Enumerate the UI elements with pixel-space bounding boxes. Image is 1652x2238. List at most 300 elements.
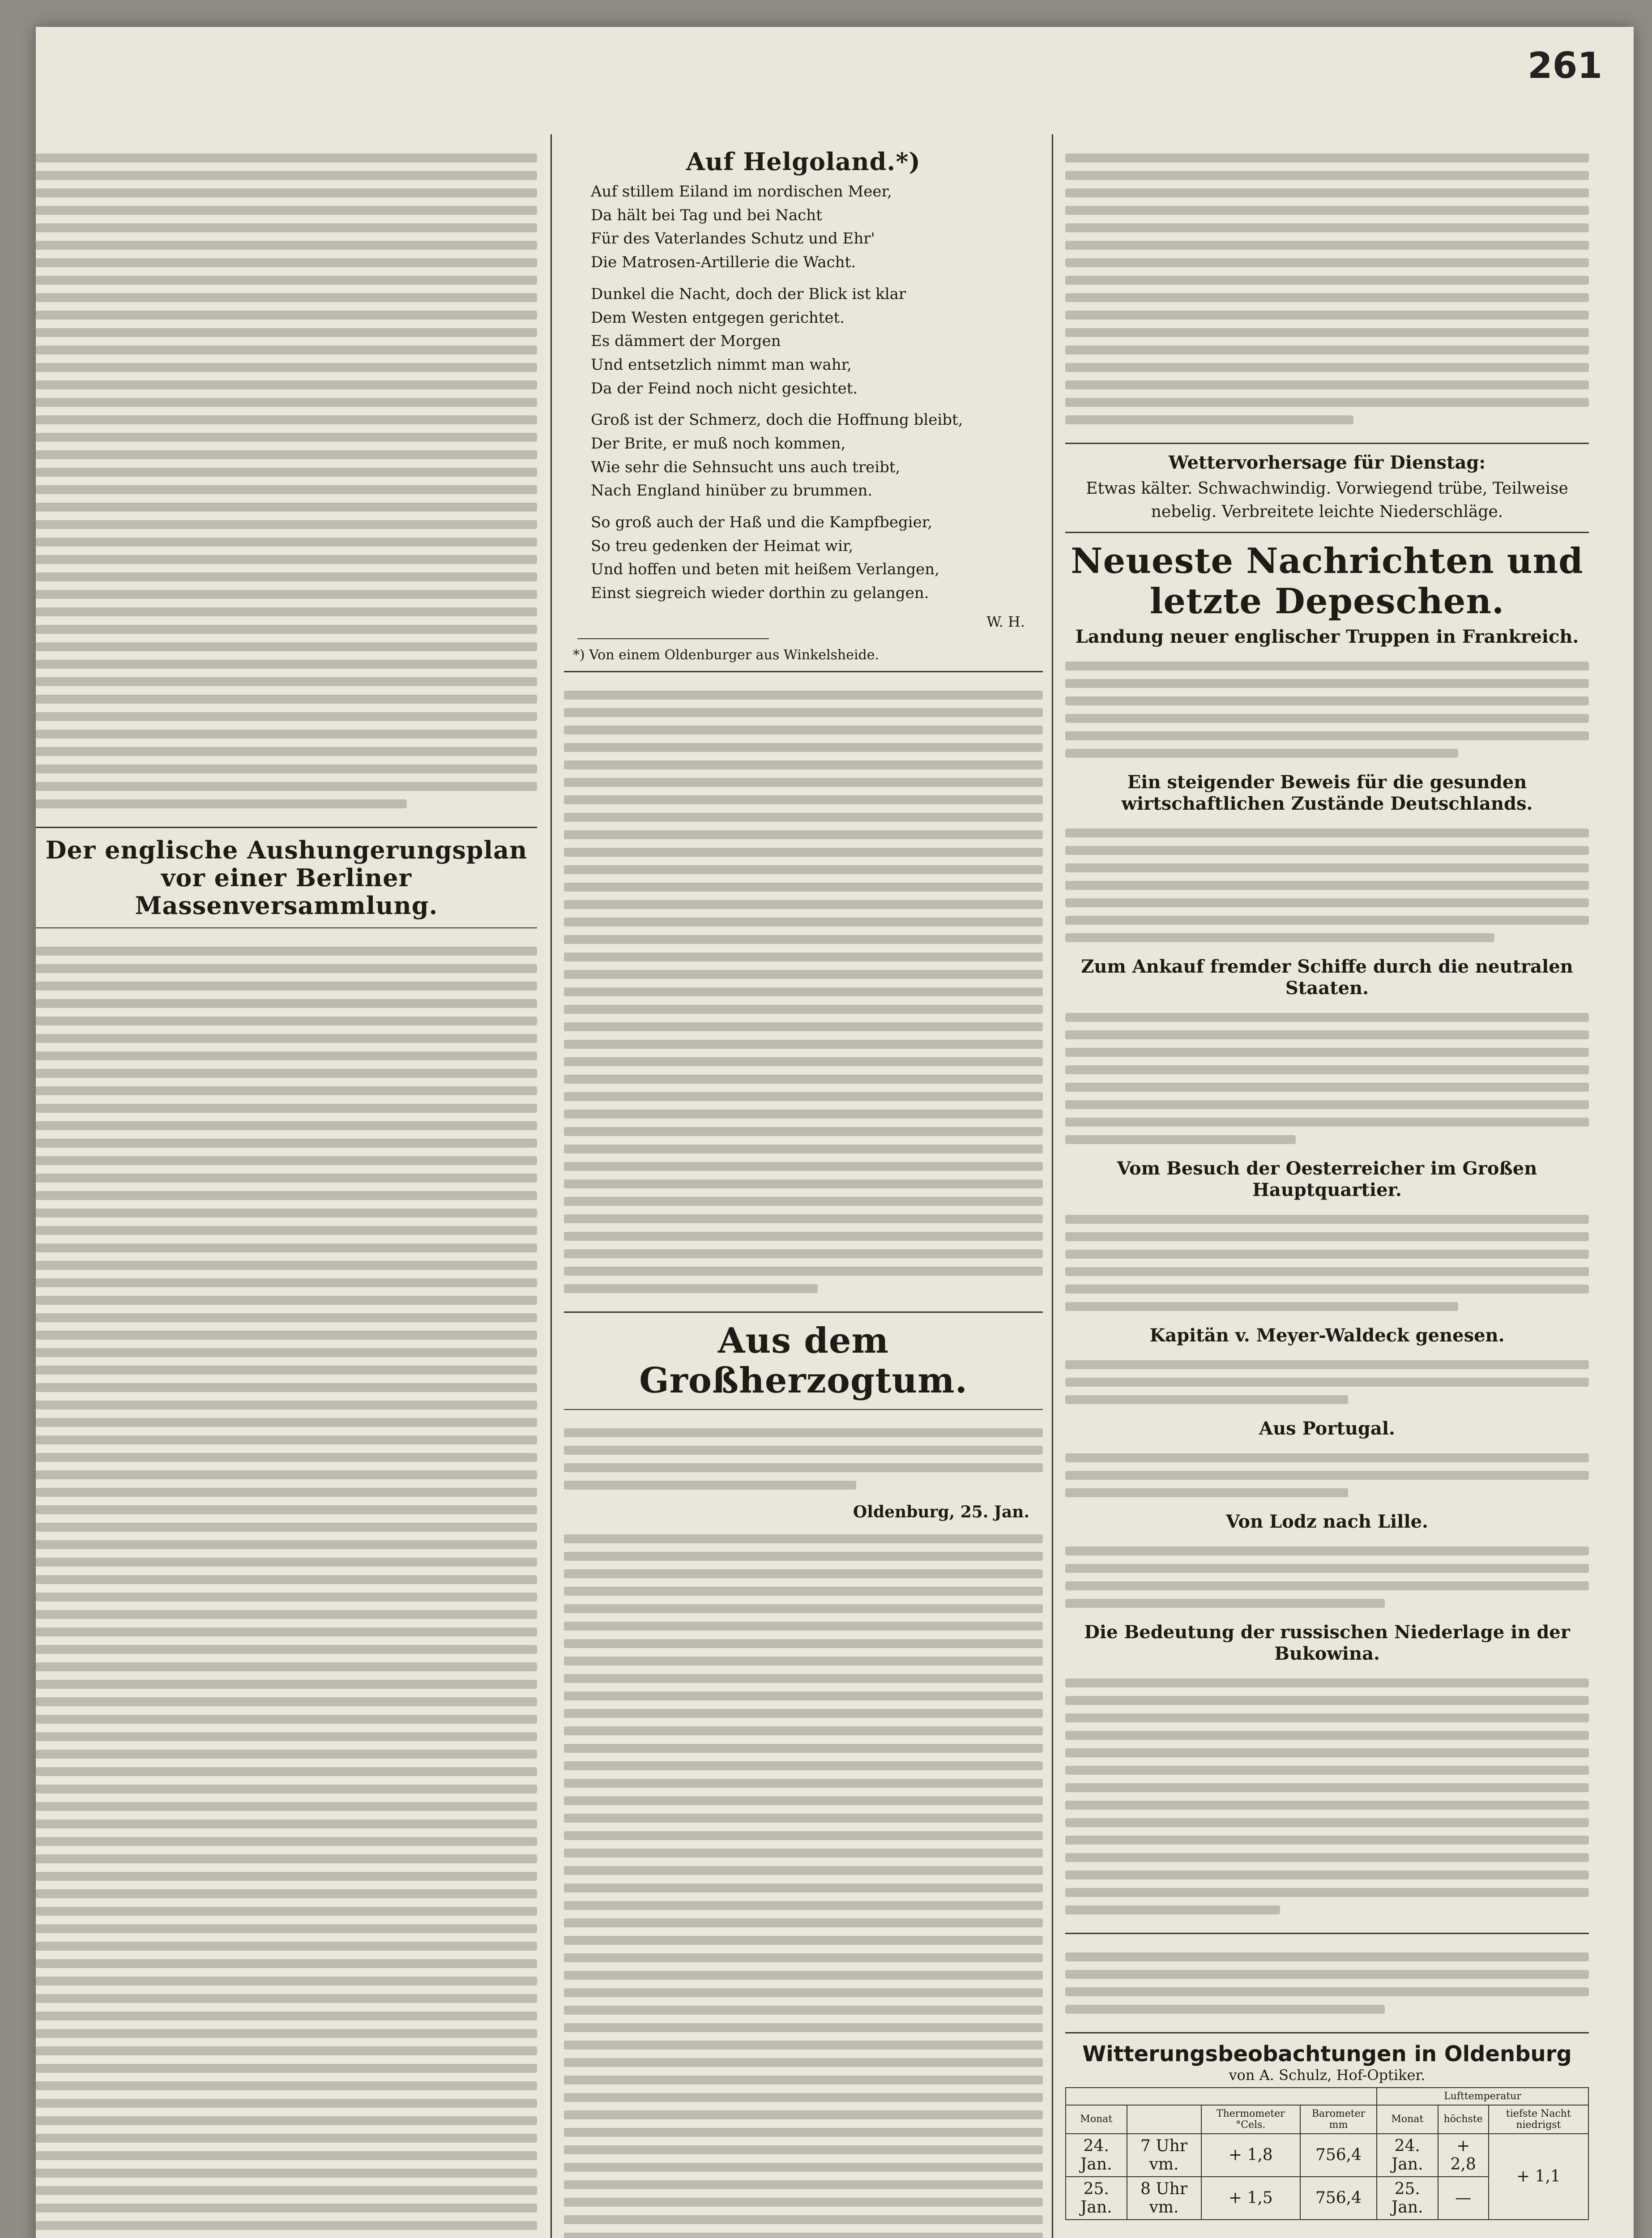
text-line xyxy=(564,2023,1043,2032)
text-line xyxy=(36,311,537,320)
text-line xyxy=(1065,1888,1589,1897)
text-block xyxy=(564,680,1043,1303)
text-line xyxy=(564,883,1043,892)
poem-stanza xyxy=(591,408,1043,503)
text-line xyxy=(564,1481,856,1490)
text-line xyxy=(1065,398,1589,407)
text-line xyxy=(36,1785,537,1794)
text-line xyxy=(564,1709,1043,1718)
weather-row xyxy=(1066,2134,1588,2177)
text-line xyxy=(1065,1302,1458,1311)
poem-line: Dunkel die Nacht, doch der Blick ist klar xyxy=(591,285,906,303)
text-line xyxy=(564,1831,1043,1840)
column-2 xyxy=(564,143,1043,2238)
text-line xyxy=(36,1505,537,1514)
text-line xyxy=(36,677,537,686)
text-line xyxy=(1065,1395,1348,1404)
text-line xyxy=(1065,171,1589,180)
text-line xyxy=(36,1488,537,1497)
text-line xyxy=(564,1849,1043,1858)
text-line xyxy=(1065,380,1589,389)
text-line xyxy=(36,660,537,669)
text-line xyxy=(1065,714,1589,723)
text-line xyxy=(564,1428,1043,1437)
text-line xyxy=(1065,1083,1589,1092)
text-line xyxy=(36,2151,537,2160)
poem-line: So treu gedenken der Heimat wir, xyxy=(591,537,854,555)
article-heading: Der englische Aushungerungsplan vor einer Berliner Massenversammlung. xyxy=(45,836,528,920)
text-line xyxy=(564,1884,1043,1892)
text-line xyxy=(1065,1135,1296,1144)
poem-stanza xyxy=(591,282,1043,400)
poem-credit: W. H. xyxy=(986,613,1025,630)
text-line xyxy=(36,363,537,372)
text-line xyxy=(564,1232,1043,1241)
text-line xyxy=(564,1604,1043,1613)
weather-header-cell: Barometer mm xyxy=(1300,2105,1377,2134)
text-line xyxy=(564,1796,1043,1805)
text-line xyxy=(36,1942,537,1951)
poem-line: Es dämmert der Morgen xyxy=(591,332,781,350)
text-line xyxy=(36,1086,537,1095)
text-line xyxy=(36,2081,537,2090)
text-line xyxy=(36,485,537,494)
text-line xyxy=(36,1819,537,1828)
page-number: 261 xyxy=(1528,45,1602,86)
text-line xyxy=(36,1907,537,1916)
forecast-text: Etwas kälter. Schwachwindig. Vorwiegend trübe, Teilweise nebelig. Verbreitete leichte Niederschläge. xyxy=(1086,479,1568,521)
weather-table xyxy=(1065,2087,1589,2220)
text-line xyxy=(564,1639,1043,1648)
text-line xyxy=(36,625,537,634)
text-line xyxy=(564,1214,1043,1223)
text-line xyxy=(36,1627,537,1636)
text-line xyxy=(36,2046,537,2055)
text-line xyxy=(564,918,1043,927)
text-block xyxy=(564,1418,1043,1500)
text-line xyxy=(564,865,1043,874)
text-line xyxy=(1065,1853,1589,1862)
text-line xyxy=(36,433,537,442)
text-line xyxy=(36,1697,537,1706)
subheading: Von Lodz nach Lille. xyxy=(1226,1511,1428,1532)
text-line xyxy=(36,1418,537,1427)
text-line xyxy=(564,1779,1043,1788)
text-line xyxy=(1065,1871,1589,1879)
text-line xyxy=(36,223,537,232)
text-line xyxy=(564,2058,1043,2067)
text-line xyxy=(564,1463,1043,1472)
poem-line: Wie sehr die Sehnsucht uns auch treibt, xyxy=(591,458,901,476)
text-line xyxy=(36,1523,537,1532)
text-line xyxy=(564,1726,1043,1735)
text-line xyxy=(1065,1696,1589,1705)
subheading: Aus Portugal. xyxy=(1259,1418,1395,1439)
text-line xyxy=(1065,415,1353,424)
text-line xyxy=(36,982,537,991)
text-line xyxy=(36,1558,537,1567)
text-line xyxy=(564,778,1043,787)
poem-line: Groß ist der Schmerz, doch die Hoffnung bleibt, xyxy=(591,411,963,429)
divider xyxy=(564,671,1043,672)
text-block xyxy=(1065,1204,1589,1321)
weather-cell: — xyxy=(1438,2177,1489,2220)
text-line xyxy=(564,848,1043,857)
text-line xyxy=(36,1156,537,1165)
subheading: Ein steigender Beweis für die gesunden wirtschaftlichen Zustände Deutschlands. xyxy=(1121,771,1533,814)
text-line xyxy=(36,1069,537,1078)
text-line xyxy=(36,2204,537,2212)
text-line xyxy=(1065,1546,1589,1555)
poem-line: Für des Vaterlandes Schutz und Ehr' xyxy=(591,230,875,248)
text-line xyxy=(1065,223,1589,232)
text-line xyxy=(1065,154,1589,162)
text-line xyxy=(1065,863,1589,872)
text-block xyxy=(1065,651,1589,768)
text-line xyxy=(564,1005,1043,1014)
text-line xyxy=(36,765,537,773)
text-line xyxy=(1065,1118,1589,1127)
poem-line: Und hoffen und beten mit heißem Verlangen, xyxy=(591,560,940,579)
text-line xyxy=(36,398,537,407)
poem-line: Da der Feind noch nicht gesichtet. xyxy=(591,379,858,397)
text-line xyxy=(36,293,537,302)
weather-header-row xyxy=(1066,2105,1588,2134)
text-line xyxy=(564,1179,1043,1188)
text-line xyxy=(36,1715,537,1724)
text-line xyxy=(1065,1748,1589,1757)
text-line xyxy=(36,328,537,337)
poem-line: So groß auch der Haß und die Kampfbegier, xyxy=(591,513,933,532)
text-line xyxy=(564,970,1043,979)
poem-stanza xyxy=(591,180,1043,274)
text-line xyxy=(1065,731,1589,740)
text-line xyxy=(564,2006,1043,2015)
text-line xyxy=(36,1383,537,1392)
text-line xyxy=(564,2198,1043,2207)
text-line xyxy=(564,2180,1043,2189)
text-line xyxy=(1065,1065,1589,1074)
text-line xyxy=(36,964,537,973)
column-divider xyxy=(1052,134,1053,2238)
weather-group-header: Lufttemperatur xyxy=(1377,2088,1588,2105)
text-line xyxy=(1065,898,1589,907)
dateline: Oldenburg, 25. Jan. xyxy=(853,1503,1029,1522)
text-line xyxy=(564,1145,1043,1153)
text-line xyxy=(1065,1801,1589,1810)
text-line xyxy=(36,799,407,808)
text-line xyxy=(564,1040,1043,1049)
text-line xyxy=(564,1744,1043,1753)
text-line xyxy=(36,1435,537,1444)
text-line xyxy=(36,947,537,956)
subheading: Die Bedeutung der russischen Niederlage in der Bukowina. xyxy=(1084,1621,1570,1664)
text-line xyxy=(36,590,537,599)
text-line xyxy=(1065,662,1589,671)
text-line xyxy=(36,782,537,791)
weather-header-cell: höchste xyxy=(1438,2105,1489,2134)
weather-cell: 25. Jan. xyxy=(1377,2177,1438,2220)
section-heading: Neueste Nachrichten und letzte Depeschen. xyxy=(1071,541,1584,622)
text-line xyxy=(36,1837,537,1846)
weather-cell: 756,4 xyxy=(1300,2134,1377,2177)
text-line xyxy=(36,1331,537,1340)
weather-cell: 7 Uhr vm. xyxy=(1127,2134,1201,2177)
text-line xyxy=(1065,2005,1385,2014)
text-line xyxy=(36,2116,537,2125)
text-line xyxy=(1065,1970,1589,1979)
text-block xyxy=(36,143,537,819)
text-line xyxy=(564,1249,1043,1258)
subheading: Zum Ankauf fremder Schiffe durch die neutralen Staaten. xyxy=(1081,956,1573,999)
weather-header-cell: Monat xyxy=(1377,2105,1438,2134)
text-line xyxy=(1065,1285,1589,1294)
text-line xyxy=(564,2128,1043,2137)
text-line xyxy=(1065,1818,1589,1827)
text-line xyxy=(1065,1471,1589,1480)
text-line xyxy=(564,1267,1043,1276)
text-line xyxy=(564,2041,1043,2050)
text-line xyxy=(564,708,1043,717)
poem-line: Einst siegreich wieder dorthin zu gelangen. xyxy=(591,584,929,602)
text-line xyxy=(564,1674,1043,1683)
text-line xyxy=(1065,1952,1589,1961)
text-line xyxy=(1065,1766,1589,1775)
weather-header-cell: tiefste Nacht niedrigst xyxy=(1489,2105,1588,2134)
text-line xyxy=(36,241,537,250)
text-line xyxy=(36,538,537,547)
text-line xyxy=(564,1057,1043,1066)
divider xyxy=(1065,2032,1589,2033)
text-line xyxy=(36,1139,537,1148)
text-line xyxy=(1065,1232,1589,1241)
text-line xyxy=(564,935,1043,944)
text-line xyxy=(36,1453,537,1462)
text-line xyxy=(564,1110,1043,1119)
poem-line: Die Matrosen-Artillerie die Wacht. xyxy=(591,253,856,272)
text-line xyxy=(36,503,537,512)
poem xyxy=(564,180,1043,605)
forecast-title: Wettervorhersage für Dienstag: xyxy=(1168,452,1486,473)
text-line xyxy=(1065,241,1589,250)
text-block xyxy=(1065,1536,1589,1618)
text-line xyxy=(36,1750,537,1759)
text-line xyxy=(564,2110,1043,2119)
text-line xyxy=(36,1121,537,1130)
text-line xyxy=(36,607,537,616)
text-line xyxy=(36,999,537,1008)
weather-cell: 756,4 xyxy=(1300,2177,1377,2220)
text-line xyxy=(36,468,537,477)
poem-line: Der Brite, er muß noch kommen, xyxy=(591,434,846,453)
text-line xyxy=(1065,1581,1589,1590)
text-block xyxy=(1065,143,1589,435)
text-line xyxy=(1065,1836,1589,1845)
poem-line: Da hält bei Tag und bei Nacht xyxy=(591,206,822,224)
text-line xyxy=(1065,933,1494,942)
text-line xyxy=(36,1924,537,1933)
text-line xyxy=(1065,696,1589,705)
text-line xyxy=(36,1872,537,1881)
weather-cell: + 1,8 xyxy=(1201,2134,1300,2177)
text-line xyxy=(564,1197,1043,1206)
text-line xyxy=(1065,1013,1589,1022)
text-line xyxy=(1065,679,1589,688)
poem-line: Auf stillem Eiland im nordischen Meer, xyxy=(591,183,892,201)
text-block xyxy=(564,1524,1043,2238)
text-line xyxy=(1065,1713,1589,1722)
weather-subtitle: von A. Schulz, Hof-Optiker. xyxy=(1229,2066,1426,2084)
divider xyxy=(577,638,769,639)
divider xyxy=(564,1311,1043,1313)
weather-cell: 24. Jan. xyxy=(1377,2134,1438,2177)
subheading: Landung neuer englischer Truppen in Frankreich. xyxy=(1075,626,1579,647)
text-line xyxy=(564,1446,1043,1455)
text-line xyxy=(36,1401,537,1409)
text-line xyxy=(1065,1599,1385,1608)
text-line xyxy=(1065,1250,1589,1259)
text-line xyxy=(564,1587,1043,1596)
text-line xyxy=(36,2221,537,2230)
column-divider xyxy=(551,134,552,2238)
text-line xyxy=(564,813,1043,822)
text-line xyxy=(36,154,537,162)
weather-title: Witterungsbeobachtungen in Oldenburg xyxy=(1082,2041,1572,2067)
text-line xyxy=(564,1901,1043,1910)
text-line xyxy=(564,726,1043,735)
text-line xyxy=(564,760,1043,769)
weather-group-header-row xyxy=(1066,2088,1588,2105)
text-block xyxy=(1065,1443,1589,1508)
text-line xyxy=(1065,1048,1589,1057)
text-line xyxy=(564,900,1043,909)
text-line xyxy=(1065,276,1589,285)
text-block xyxy=(1065,1003,1589,1154)
text-line xyxy=(564,1657,1043,1666)
text-line xyxy=(36,346,537,354)
text-line xyxy=(36,520,537,529)
text-line xyxy=(36,258,537,267)
text-block xyxy=(36,936,537,2238)
text-line xyxy=(1065,311,1589,320)
text-line xyxy=(36,1959,537,1968)
text-line xyxy=(36,1662,537,1671)
text-line xyxy=(564,1761,1043,1770)
text-line xyxy=(564,1866,1043,1875)
text-line xyxy=(564,2093,1043,2102)
text-line xyxy=(36,2029,537,2038)
text-line xyxy=(36,1261,537,1270)
divider xyxy=(1065,1933,1589,1934)
divider xyxy=(1065,532,1589,533)
text-line xyxy=(36,2012,537,2020)
text-line xyxy=(36,2186,537,2195)
weather-cell: + 1,1 xyxy=(1489,2134,1588,2220)
text-line xyxy=(36,2169,537,2178)
weather-header-cell: Monat xyxy=(1066,2105,1127,2134)
text-line xyxy=(1065,1564,1589,1573)
text-line xyxy=(564,2076,1043,2084)
text-line xyxy=(1065,1678,1589,1687)
poem-line: Dem Westen entgegen gerichtet. xyxy=(591,308,845,327)
text-line xyxy=(564,1971,1043,1980)
text-line xyxy=(1065,206,1589,215)
divider xyxy=(1065,443,1589,444)
footnote: *) Von einem Oldenburger aus Winkelsheide. xyxy=(573,647,879,663)
text-line xyxy=(564,1988,1043,1997)
text-line xyxy=(36,2064,537,2073)
weather-header-cell: Thermometer °Cels. xyxy=(1201,2105,1300,2134)
text-line xyxy=(564,1534,1043,1543)
text-line xyxy=(1065,881,1589,890)
poem-line: Nach England hinüber zu brummen. xyxy=(591,482,873,500)
text-line xyxy=(36,1575,537,1584)
text-line xyxy=(36,1645,537,1654)
text-line xyxy=(1065,346,1589,354)
text-line xyxy=(36,1174,537,1183)
text-line xyxy=(564,1918,1043,1927)
text-line xyxy=(36,1191,537,1200)
text-line xyxy=(1065,916,1589,925)
text-line xyxy=(564,1691,1043,1700)
column-1 xyxy=(36,143,537,2238)
text-line xyxy=(1065,1100,1589,1109)
text-line xyxy=(1065,1267,1589,1276)
subheading: Vom Besuch der Oesterreicher im Großen Hauptquartier. xyxy=(1117,1157,1537,1200)
text-line xyxy=(564,1936,1043,1945)
text-line xyxy=(36,1732,537,1741)
text-line xyxy=(564,952,1043,961)
text-line xyxy=(564,2163,1043,2172)
text-line xyxy=(564,1814,1043,1823)
text-line xyxy=(36,1610,537,1619)
text-line xyxy=(36,450,537,459)
weather-cell: + 2,8 xyxy=(1438,2134,1489,2177)
text-line xyxy=(1065,1731,1589,1740)
text-line xyxy=(36,1854,537,1863)
text-line xyxy=(36,730,537,739)
text-line xyxy=(36,1977,537,1986)
text-line xyxy=(36,1051,537,1060)
text-line xyxy=(36,171,537,180)
text-line xyxy=(564,987,1043,996)
text-line xyxy=(36,1278,537,1287)
text-line xyxy=(36,747,537,756)
text-line xyxy=(1065,1378,1589,1387)
text-line xyxy=(36,1209,537,1217)
text-line xyxy=(36,206,537,215)
text-line xyxy=(1065,1360,1589,1369)
poem-stanza xyxy=(591,511,1043,605)
newspaper-page xyxy=(36,27,1634,2238)
text-line xyxy=(564,2233,1043,2238)
column-3 xyxy=(1065,143,1589,2238)
text-line xyxy=(36,1348,537,1357)
text-line xyxy=(564,830,1043,839)
text-line xyxy=(36,555,537,564)
text-line xyxy=(36,1034,537,1043)
poem-title: Auf Helgoland.*) xyxy=(686,147,921,176)
text-line xyxy=(1065,829,1589,837)
text-line xyxy=(1065,1030,1589,1039)
text-line xyxy=(36,1296,537,1305)
section-heading: Aus dem Großherzogtum. xyxy=(639,1320,968,1401)
text-line xyxy=(1065,846,1589,855)
text-line xyxy=(1065,1453,1589,1462)
text-line xyxy=(36,415,537,424)
text-line xyxy=(564,1284,818,1293)
text-line xyxy=(36,2134,537,2143)
